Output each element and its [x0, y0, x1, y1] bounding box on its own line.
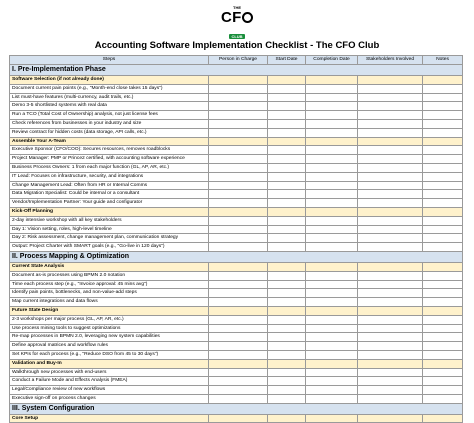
notes-cell[interactable]	[423, 155, 463, 164]
table-row	[10, 271, 463, 280]
step-text: Legal/Compliance review of new workflows	[10, 386, 209, 395]
logo-club-badge: CLUB	[231, 34, 243, 39]
step-text: Data Migration Specialist: Could be internal or a consultant	[10, 190, 209, 199]
completion-date-cell	[306, 262, 358, 271]
table-row	[10, 243, 463, 252]
table-row	[10, 199, 463, 208]
start-date-cell[interactable]	[268, 298, 306, 307]
stakeholders-cell[interactable]	[358, 181, 423, 190]
step-text: Map current integrations and data flows	[10, 298, 209, 307]
start-date-cell[interactable]	[268, 368, 306, 377]
column-header-steps: Steps	[10, 56, 209, 65]
table-row	[10, 163, 463, 172]
person-cell[interactable]	[209, 350, 268, 359]
start-date-cell[interactable]	[268, 243, 306, 252]
section-heading: I. Pre-Implementation Phase	[10, 65, 463, 76]
table-row	[10, 333, 463, 342]
person-cell[interactable]	[209, 102, 268, 111]
table-row	[10, 181, 463, 190]
stakeholders-cell	[358, 359, 423, 368]
stakeholders-cell[interactable]	[358, 216, 423, 225]
step-text: Use process mining tools to suggest optimizations	[10, 324, 209, 333]
stakeholders-cell[interactable]	[358, 386, 423, 395]
notes-cell	[423, 76, 463, 85]
step-text: Identify pain points, bottlenecks, and non-value-add steps	[10, 289, 209, 298]
step-text: Day 1: Vision setting, roles, high-level timeline	[10, 225, 209, 234]
start-date-cell[interactable]	[268, 181, 306, 190]
table-row	[10, 315, 463, 324]
completion-date-cell[interactable]	[306, 234, 358, 243]
notes-cell[interactable]	[423, 333, 463, 342]
completion-date-cell[interactable]	[306, 315, 358, 324]
column-header-stakeholders: Stakeholders Involved	[358, 56, 423, 65]
start-date-cell[interactable]	[268, 394, 306, 403]
logo-o-ring	[242, 12, 253, 23]
start-date-cell[interactable]	[268, 155, 306, 164]
completion-date-cell[interactable]	[306, 163, 358, 172]
table-row	[10, 93, 463, 102]
completion-date-cell[interactable]	[306, 377, 358, 386]
stakeholders-cell[interactable]	[358, 163, 423, 172]
start-date-cell[interactable]	[268, 315, 306, 324]
start-date-cell[interactable]	[268, 172, 306, 181]
person-cell[interactable]	[209, 342, 268, 351]
completion-date-cell[interactable]	[306, 216, 358, 225]
table-row	[10, 368, 463, 377]
start-date-cell[interactable]	[268, 280, 306, 289]
person-cell	[209, 76, 268, 85]
start-date-cell[interactable]	[268, 350, 306, 359]
completion-date-cell[interactable]	[306, 128, 358, 137]
notes-cell[interactable]	[423, 271, 463, 280]
start-date-cell[interactable]	[268, 111, 306, 120]
step-text: Review contract for hidden costs (data storage, API calls, etc.)	[10, 128, 209, 137]
step-text: Re-map processes in BPMN 2.0, leveraging new system capabilities	[10, 333, 209, 342]
stakeholders-cell[interactable]	[358, 102, 423, 111]
notes-cell[interactable]	[423, 386, 463, 395]
notes-cell[interactable]	[423, 243, 463, 252]
start-date-cell[interactable]	[268, 342, 306, 351]
stakeholders-cell[interactable]	[358, 234, 423, 243]
completion-date-cell	[306, 207, 358, 216]
completion-date-cell[interactable]	[306, 102, 358, 111]
table-row	[10, 190, 463, 199]
stakeholders-cell[interactable]	[358, 289, 423, 298]
person-cell	[209, 414, 268, 423]
notes-cell[interactable]	[423, 280, 463, 289]
person-cell[interactable]	[209, 155, 268, 164]
column-header-notes: Notes	[423, 56, 463, 65]
step-text: Project Manager: PMP or Prince2 certified, with accounting software experience	[10, 155, 209, 164]
stakeholders-cell[interactable]	[358, 119, 423, 128]
person-cell[interactable]	[209, 315, 268, 324]
table-row	[10, 324, 463, 333]
start-date-cell[interactable]	[268, 199, 306, 208]
notes-cell	[423, 359, 463, 368]
start-date-cell[interactable]	[268, 102, 306, 111]
subsection-row	[10, 207, 463, 216]
notes-cell[interactable]	[423, 199, 463, 208]
person-cell[interactable]	[209, 289, 268, 298]
start-date-cell[interactable]	[268, 93, 306, 102]
step-text: Document current pain points (e.g., "Month-end close takes 15 days")	[10, 84, 209, 93]
step-text: Output: Project Charter with SMART goals (e.g., "Go-live in 120 days")	[10, 243, 209, 252]
person-cell[interactable]	[209, 181, 268, 190]
checklist-table	[9, 55, 463, 423]
subsection-row	[10, 359, 463, 368]
cfo-club-logo	[0, 6, 474, 43]
notes-cell[interactable]	[423, 324, 463, 333]
completion-date-cell[interactable]	[306, 386, 358, 395]
stakeholders-cell[interactable]	[358, 298, 423, 307]
stakeholders-cell	[358, 306, 423, 315]
completion-date-cell[interactable]	[306, 190, 358, 199]
notes-cell[interactable]	[423, 190, 463, 199]
step-text: Day 2: Risk assessment, change management plan, communication strategy	[10, 234, 209, 243]
stakeholders-cell	[358, 76, 423, 85]
column-header-person: Person in Charge	[209, 56, 268, 65]
step-text: Set KPIs for each process (e.g., "Reduce DSO from 45 to 30 days")	[10, 350, 209, 359]
section-row	[10, 251, 463, 262]
step-text: List must-have features (multi-currency, audit trails, etc.)	[10, 93, 209, 102]
start-date-cell[interactable]	[268, 289, 306, 298]
step-text: Vendor/Implementation Partner: Your guide and configurator	[10, 199, 209, 208]
column-header-completion-date: Completion Date	[306, 56, 358, 65]
completion-date-cell[interactable]	[306, 84, 358, 93]
stakeholders-cell[interactable]	[358, 146, 423, 155]
subsection-row	[10, 76, 463, 85]
person-cell	[209, 137, 268, 146]
table-row	[10, 216, 463, 225]
start-date-cell[interactable]	[268, 377, 306, 386]
completion-date-cell[interactable]	[306, 280, 358, 289]
notes-cell[interactable]	[423, 225, 463, 234]
subsection-heading: Future State Design	[10, 306, 209, 315]
table-row	[10, 377, 463, 386]
stakeholders-cell[interactable]	[358, 280, 423, 289]
column-header-start-date: Start Date	[268, 56, 306, 65]
person-cell[interactable]	[209, 172, 268, 181]
completion-date-cell[interactable]	[306, 199, 358, 208]
start-date-cell	[268, 306, 306, 315]
person-cell[interactable]	[209, 225, 268, 234]
table-row	[10, 350, 463, 359]
step-text: Executive sign-off on process changes	[10, 394, 209, 403]
person-cell[interactable]	[209, 119, 268, 128]
completion-date-cell[interactable]	[306, 333, 358, 342]
completion-date-cell[interactable]	[306, 324, 358, 333]
table-row	[10, 225, 463, 234]
notes-cell[interactable]	[423, 394, 463, 403]
subsection-row	[10, 137, 463, 146]
notes-cell[interactable]	[423, 93, 463, 102]
person-cell[interactable]	[209, 111, 268, 120]
person-cell	[209, 306, 268, 315]
completion-date-cell[interactable]	[306, 394, 358, 403]
start-date-cell	[268, 76, 306, 85]
person-cell[interactable]	[209, 368, 268, 377]
completion-date-cell	[306, 414, 358, 423]
stakeholders-cell[interactable]	[358, 84, 423, 93]
person-cell[interactable]	[209, 324, 268, 333]
person-cell[interactable]	[209, 280, 268, 289]
person-cell[interactable]	[209, 199, 268, 208]
completion-date-cell[interactable]	[306, 155, 358, 164]
table-row	[10, 111, 463, 120]
person-cell[interactable]	[209, 243, 268, 252]
notes-cell[interactable]	[423, 298, 463, 307]
stakeholders-cell[interactable]	[358, 394, 423, 403]
start-date-cell[interactable]	[268, 84, 306, 93]
subsection-row	[10, 306, 463, 315]
person-cell[interactable]	[209, 298, 268, 307]
subsection-heading: Software Selection (if not already done)	[10, 76, 209, 85]
notes-cell[interactable]	[423, 102, 463, 111]
notes-cell	[423, 137, 463, 146]
person-cell[interactable]	[209, 93, 268, 102]
logo-the: THE	[233, 5, 241, 10]
person-cell[interactable]	[209, 234, 268, 243]
notes-cell[interactable]	[423, 111, 463, 120]
stakeholders-cell	[358, 207, 423, 216]
start-date-cell[interactable]	[268, 333, 306, 342]
person-cell[interactable]	[209, 146, 268, 155]
stakeholders-cell[interactable]	[358, 225, 423, 234]
stakeholders-cell	[358, 262, 423, 271]
person-cell[interactable]	[209, 190, 268, 199]
notes-cell[interactable]	[423, 119, 463, 128]
notes-cell[interactable]	[423, 163, 463, 172]
header-row	[10, 56, 463, 65]
subsection-heading: Validation and Buy-In	[10, 359, 209, 368]
completion-date-cell[interactable]	[306, 93, 358, 102]
notes-cell[interactable]	[423, 146, 463, 155]
stakeholders-cell[interactable]	[358, 324, 423, 333]
stakeholders-cell[interactable]	[358, 315, 423, 324]
notes-cell[interactable]	[423, 289, 463, 298]
notes-cell[interactable]	[423, 172, 463, 181]
person-cell[interactable]	[209, 386, 268, 395]
notes-cell[interactable]	[423, 84, 463, 93]
notes-cell	[423, 262, 463, 271]
step-text: Walkthrough new processes with end-users	[10, 368, 209, 377]
person-cell	[209, 262, 268, 271]
notes-cell[interactable]	[423, 181, 463, 190]
stakeholders-cell[interactable]	[358, 172, 423, 181]
person-cell[interactable]	[209, 271, 268, 280]
start-date-cell[interactable]	[268, 225, 306, 234]
table-row	[10, 84, 463, 93]
step-text: Executive Sponsor (CFO/COO): Secures resources, removes roadblocks	[10, 146, 209, 155]
start-date-cell[interactable]	[268, 271, 306, 280]
table-row	[10, 172, 463, 181]
notes-cell	[423, 207, 463, 216]
completion-date-cell[interactable]	[306, 225, 358, 234]
notes-cell[interactable]	[423, 368, 463, 377]
start-date-cell[interactable]	[268, 190, 306, 199]
step-text: Define approval matrices and workflow rules	[10, 342, 209, 351]
section-heading: III. System Configuration	[10, 403, 463, 414]
stakeholders-cell	[358, 137, 423, 146]
stakeholders-cell[interactable]	[358, 333, 423, 342]
step-text: Run a TCO (Total Cost of Ownership) analysis, not just license fees	[10, 111, 209, 120]
stakeholders-cell[interactable]	[358, 342, 423, 351]
person-cell[interactable]	[209, 333, 268, 342]
step-text: Change Management Lead: Often from HR or Internal Comms	[10, 181, 209, 190]
start-date-cell	[268, 137, 306, 146]
person-cell[interactable]	[209, 377, 268, 386]
table-row	[10, 155, 463, 164]
start-date-cell[interactable]	[268, 216, 306, 225]
notes-cell[interactable]	[423, 216, 463, 225]
start-date-cell	[268, 359, 306, 368]
table-row	[10, 289, 463, 298]
person-cell	[209, 359, 268, 368]
table-row	[10, 234, 463, 243]
completion-date-cell[interactable]	[306, 111, 358, 120]
table-row	[10, 394, 463, 403]
table-row	[10, 298, 463, 307]
table-row	[10, 146, 463, 155]
completion-date-cell	[306, 306, 358, 315]
stakeholders-cell[interactable]	[358, 199, 423, 208]
person-cell[interactable]	[209, 216, 268, 225]
completion-date-cell	[306, 359, 358, 368]
step-text: Business Process Owners: 1 from each major function (GL, AP, AR, etc.)	[10, 163, 209, 172]
person-cell[interactable]	[209, 128, 268, 137]
completion-date-cell[interactable]	[306, 181, 358, 190]
completion-date-cell[interactable]	[306, 172, 358, 181]
completion-date-cell[interactable]	[306, 243, 358, 252]
table-row	[10, 280, 463, 289]
stakeholders-cell[interactable]	[358, 128, 423, 137]
subsection-heading: Core Setup	[10, 414, 209, 423]
completion-date-cell[interactable]	[306, 298, 358, 307]
completion-date-cell[interactable]	[306, 350, 358, 359]
section-row	[10, 65, 463, 76]
start-date-cell[interactable]	[268, 234, 306, 243]
notes-cell	[423, 414, 463, 423]
stakeholders-cell[interactable]	[358, 243, 423, 252]
stakeholders-cell[interactable]	[358, 93, 423, 102]
stakeholders-cell	[358, 414, 423, 423]
subsection-heading: Assemble Your A-Team	[10, 137, 209, 146]
stakeholders-cell[interactable]	[358, 190, 423, 199]
stakeholders-cell[interactable]	[358, 368, 423, 377]
completion-date-cell[interactable]	[306, 119, 358, 128]
step-text: Document as-is processes using BPMN 2.0 notation	[10, 271, 209, 280]
start-date-cell[interactable]	[268, 128, 306, 137]
notes-cell[interactable]	[423, 342, 463, 351]
step-text: IT Lead: Focuses on infrastructure, security, and integrations	[10, 172, 209, 181]
stakeholders-cell[interactable]	[358, 271, 423, 280]
start-date-cell[interactable]	[268, 324, 306, 333]
table-row	[10, 102, 463, 111]
table-row	[10, 128, 463, 137]
start-date-cell	[268, 207, 306, 216]
person-cell[interactable]	[209, 394, 268, 403]
completion-date-cell[interactable]	[306, 146, 358, 155]
subsection-heading: Current State Analysis	[10, 262, 209, 271]
completion-date-cell[interactable]	[306, 368, 358, 377]
notes-cell[interactable]	[423, 350, 463, 359]
step-text: Time each process step (e.g., "Invoice approval: 45 mins avg")	[10, 280, 209, 289]
start-date-cell[interactable]	[268, 386, 306, 395]
person-cell[interactable]	[209, 84, 268, 93]
notes-cell[interactable]	[423, 128, 463, 137]
stakeholders-cell[interactable]	[358, 111, 423, 120]
person-cell	[209, 207, 268, 216]
start-date-cell[interactable]	[268, 119, 306, 128]
step-text: Conduct a Failure Mode and Effects Analysis (FMEA)	[10, 377, 209, 386]
stakeholders-cell[interactable]	[358, 350, 423, 359]
step-text: Demo 3-5 shortlisted systems with real data	[10, 102, 209, 111]
completion-date-cell[interactable]	[306, 289, 358, 298]
table-row	[10, 119, 463, 128]
step-text: 2-3 workshops per major process (GL, AP, AR, etc.)	[10, 315, 209, 324]
stakeholders-cell[interactable]	[358, 377, 423, 386]
step-text: Check references from businesses in your industry and size	[10, 119, 209, 128]
start-date-cell[interactable]	[268, 146, 306, 155]
notes-cell	[423, 306, 463, 315]
completion-date-cell[interactable]	[306, 342, 358, 351]
table-row	[10, 342, 463, 351]
start-date-cell[interactable]	[268, 163, 306, 172]
stakeholders-cell[interactable]	[358, 155, 423, 164]
person-cell[interactable]	[209, 163, 268, 172]
page-title: Accounting Software Implementation Checklist - The CFO Club	[94, 40, 380, 51]
notes-cell[interactable]	[423, 377, 463, 386]
start-date-cell	[268, 414, 306, 423]
logo-wordmark	[0, 10, 474, 25]
start-date-cell	[268, 262, 306, 271]
logo-cf: CF	[220, 9, 242, 26]
subsection-row	[10, 414, 463, 423]
section-heading: II. Process Mapping & Optimization	[10, 251, 463, 262]
completion-date-cell	[306, 137, 358, 146]
completion-date-cell[interactable]	[306, 271, 358, 280]
completion-date-cell	[306, 76, 358, 85]
table-row	[10, 386, 463, 395]
notes-cell[interactable]	[423, 234, 463, 243]
subsection-heading: Kick-Off Planning	[10, 207, 209, 216]
step-text: 2-day intensive workshop with all key stakeholders	[10, 216, 209, 225]
notes-cell[interactable]	[423, 315, 463, 324]
subsection-row	[10, 262, 463, 271]
